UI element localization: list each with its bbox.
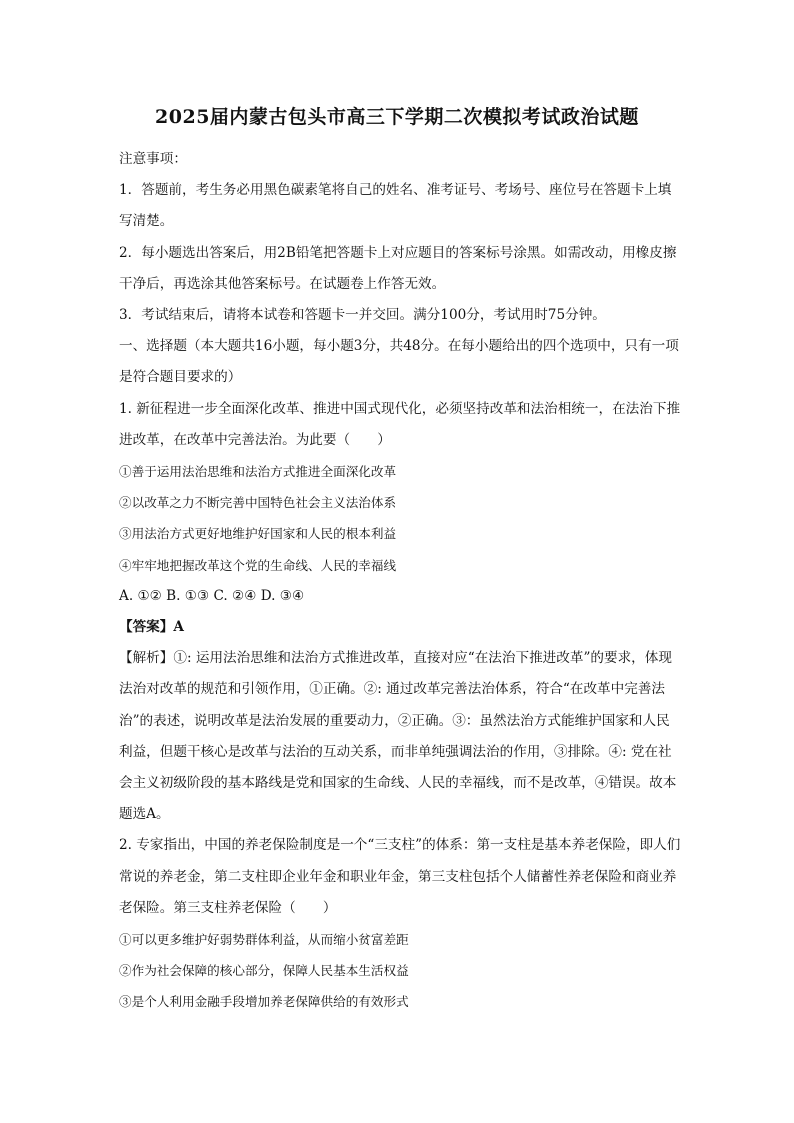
question-2-item: ③是个人利用金融手段增加养老保障供给的有效形式 — [119, 994, 409, 1010]
question-2-stem: 2. 专家指出，中国的养老保险制度是一个“三支柱”的体系：第一支柱是基本养老保险，即人们常说的养老金，第二支柱即企业年金和职业年金，第三支柱包括个人储蓄性养老保险和商业养老保险。第三支柱养老保险（ ） — [119, 837, 681, 916]
notice-item: 1．答题前，考生务必用黑色碳素笔将自己的姓名、准考证号、考场号、座位号在答题卡上填写清楚。 — [119, 182, 672, 230]
question-2-item: ①可以更多维护好弱势群体利益，从而缩小贫富差距 — [119, 932, 409, 948]
question-1-item: ③用法治方式更好地维护好国家和人民的根本利益 — [119, 526, 397, 542]
question-1-stem: 1. 新征程进一步全面深化改革、推进中国式现代化，必须坚持改革和法治相统一，在法治下推进改革，在改革中完善法治。为此要（ ） — [119, 400, 681, 448]
question-1-item: ①善于运用法治思维和法治方式推进全面深化改革 — [119, 464, 397, 480]
notice-header: 注意事项： — [119, 151, 187, 167]
question-1-analysis: 【解析】①: 运用法治思维和法治方式推进改革，直接对应“在法治下推进改革”的要求，体现法治对改革的规范和引领作用，①正确。②: 通过改革完善法治体系，符合“在改革中完善法治”的表述，说明改革是法治发展的重要动力，②正确。③：虽然法治方式能维护国家和人民利益，但题干核心是改革与法治的互动关系，而非单纯强调法治的作用，③排除。④: 党在社会主义初级阶段的基本路线是党和国家的生命线、人民的幸福线，而不是改革，④错误。故本题选A。 — [119, 650, 677, 823]
question-1-item: ④牢牢地把握改革这个党的生命线、人民的幸福线 — [119, 557, 397, 573]
section-header: 一、选择题（本大题共16小题，每小题3分，共48分。在每小题给出的四个选项中，只有一项是符合题目要求的） — [119, 338, 679, 386]
question-1-options: A. ①② B. ①③ C. ②④ D. ③④ — [119, 587, 305, 604]
document-title: 2025届内蒙古包头市高三下学期二次模拟考试政治试题 — [155, 106, 639, 128]
question-1-item: ②以改革之力不断完善中国特色社会主义法治体系 — [119, 495, 397, 511]
question-2-item: ②作为社会保障的核心部分，保障人民基本生活权益 — [119, 963, 409, 979]
document-body — [119, 144, 683, 1018]
notice-item: 3．考试结束后，请将本试卷和答题卡一并交回。满分100分，考试用时75分钟。 — [119, 307, 606, 324]
notice-item: 2．每小题选出答案后，用2B铅笔把答题卡上对应题目的答案标号涂黑。如需改动，用橡皮擦干净后，再选涂其他答案标号。在试题卷上作答无效。 — [119, 244, 677, 292]
question-1-answer: 【答案】A — [119, 619, 184, 636]
